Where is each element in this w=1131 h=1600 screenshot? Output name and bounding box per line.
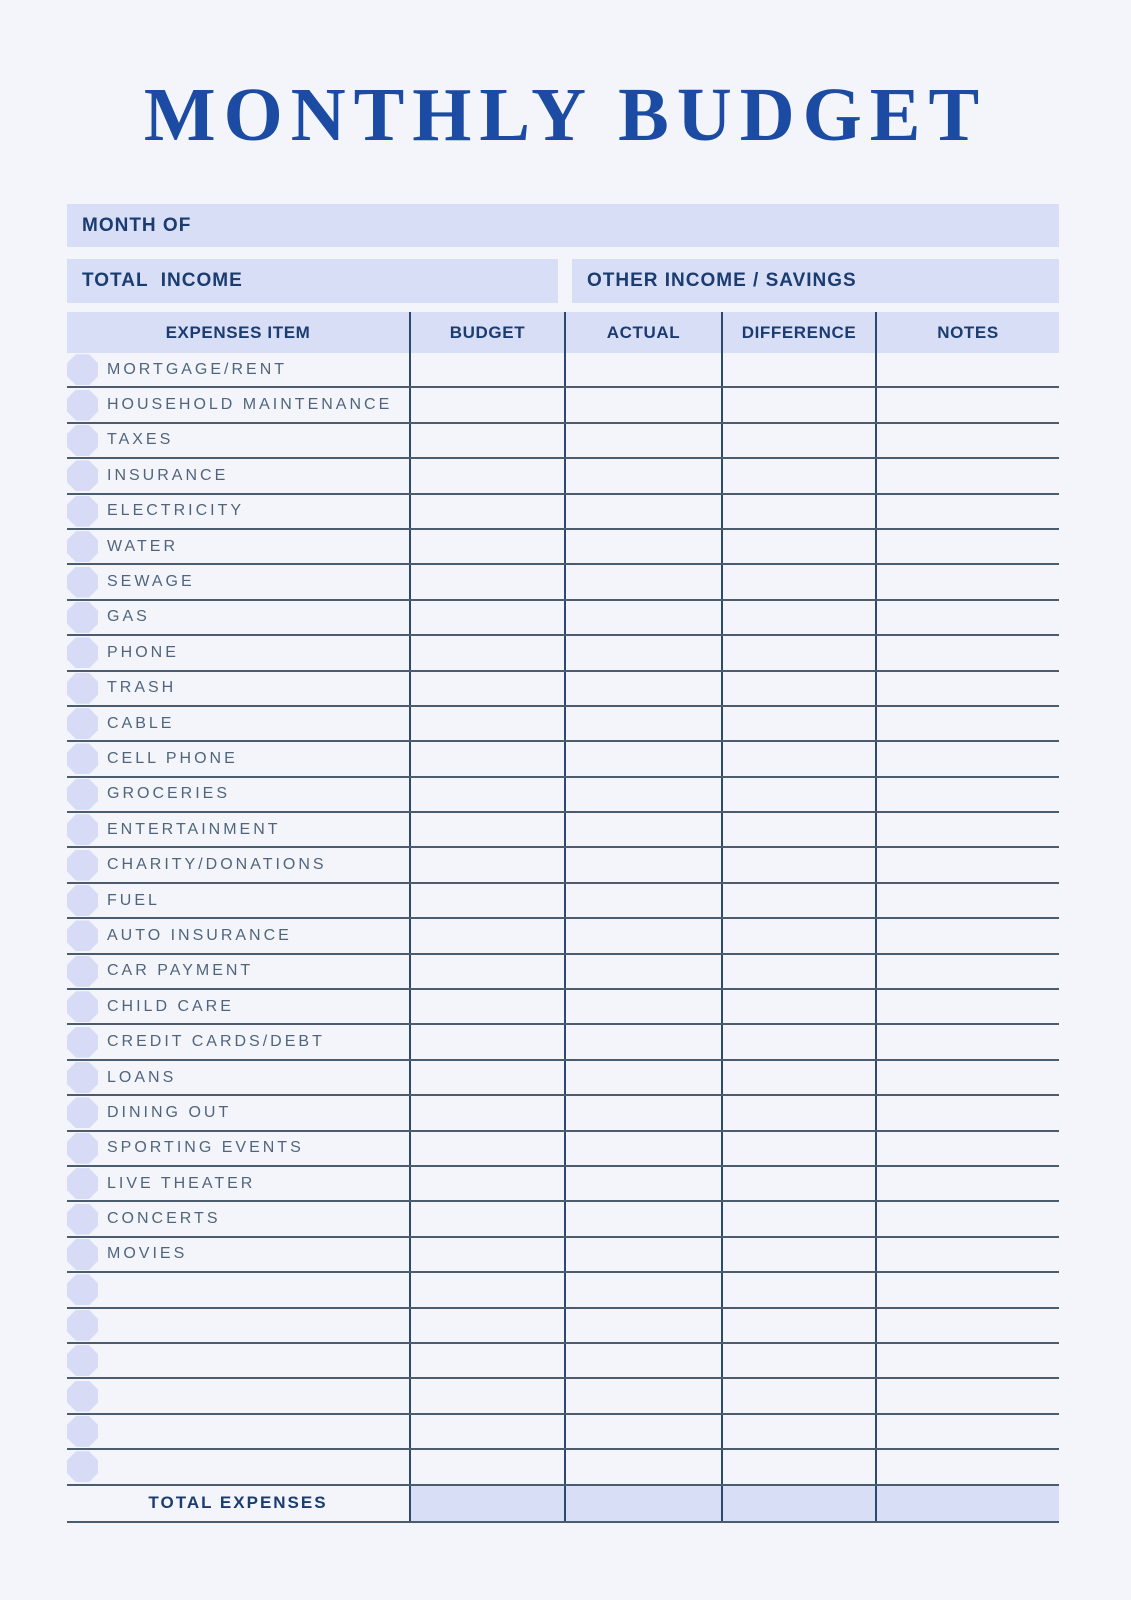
notes-cell[interactable] <box>875 1273 1059 1306</box>
budget-cell[interactable] <box>409 601 564 634</box>
notes-cell[interactable] <box>875 1167 1059 1200</box>
expense-item-label: CHILD CARE <box>107 997 234 1015</box>
table-row <box>67 1061 1059 1096</box>
difference-cell[interactable] <box>721 848 875 881</box>
expense-item-label: MORTGAGE/RENT <box>107 360 288 378</box>
expense-item-cell <box>67 353 409 386</box>
total-income-value[interactable] <box>243 259 558 303</box>
budget-cell[interactable] <box>409 1309 564 1342</box>
difference-cell[interactable] <box>721 919 875 952</box>
expense-item-cell <box>67 1167 409 1200</box>
actual-cell[interactable] <box>564 1132 721 1165</box>
actual-cell[interactable] <box>564 707 721 740</box>
expense-item-label: CABLE <box>107 714 175 732</box>
budget-cell[interactable] <box>409 1202 564 1235</box>
bullet-icon <box>67 673 98 704</box>
expense-item-label: SEWAGE <box>107 573 195 591</box>
actual-cell[interactable] <box>564 884 721 917</box>
total-notes-cell[interactable] <box>875 1486 1059 1521</box>
expense-item-cell <box>67 955 409 988</box>
notes-cell[interactable] <box>875 1344 1059 1377</box>
total-income-label: TOTAL INCOME <box>82 270 243 291</box>
table-row <box>67 601 1059 636</box>
notes-cell[interactable] <box>875 459 1059 492</box>
actual-cell[interactable] <box>564 565 721 598</box>
bullet-icon <box>67 496 98 527</box>
difference-cell[interactable] <box>721 990 875 1023</box>
notes-cell[interactable] <box>875 813 1059 846</box>
difference-cell[interactable] <box>721 1238 875 1271</box>
other-income-savings-value[interactable] <box>857 259 1059 303</box>
notes-cell[interactable] <box>875 1061 1059 1094</box>
difference-cell[interactable] <box>721 778 875 811</box>
notes-cell[interactable] <box>875 601 1059 634</box>
actual-cell[interactable] <box>564 353 721 386</box>
bullet-icon <box>67 991 98 1022</box>
budget-cell[interactable] <box>409 530 564 563</box>
total-income-bar <box>67 259 558 303</box>
bullet-icon <box>67 1027 98 1058</box>
total-expenses-row <box>67 1486 1059 1523</box>
difference-cell[interactable] <box>721 424 875 457</box>
notes-cell[interactable] <box>875 707 1059 740</box>
table-row <box>67 778 1059 813</box>
bullet-icon <box>67 1416 98 1447</box>
table-row <box>67 530 1059 565</box>
table-row <box>67 1025 1059 1060</box>
bullet-icon <box>67 637 98 668</box>
expense-item-cell <box>67 707 409 740</box>
difference-cell[interactable] <box>721 495 875 528</box>
total-expenses-label: TOTAL EXPENSES <box>148 1493 328 1512</box>
budget-cell[interactable] <box>409 495 564 528</box>
bullet-icon <box>67 1310 98 1341</box>
expense-item-label: CONCERTS <box>107 1210 221 1228</box>
actual-cell[interactable] <box>564 424 721 457</box>
budget-cell[interactable] <box>409 1344 564 1377</box>
month-of-bar <box>67 204 1059 247</box>
bullet-icon <box>67 1133 98 1164</box>
table-row <box>67 707 1059 742</box>
expense-item-label: CHARITY/DONATIONS <box>107 856 327 874</box>
notes-cell[interactable] <box>875 388 1059 421</box>
bullet-icon <box>67 1168 98 1199</box>
budget-cell[interactable] <box>409 1025 564 1058</box>
table-row <box>67 884 1059 919</box>
actual-cell[interactable] <box>564 990 721 1023</box>
total-budget-cell[interactable] <box>409 1486 564 1521</box>
expense-item-label: MOVIES <box>107 1245 188 1263</box>
difference-cell[interactable] <box>721 1450 875 1483</box>
table-row <box>67 565 1059 600</box>
table-row <box>67 1096 1059 1131</box>
expense-item-label: GROCERIES <box>107 785 231 803</box>
expense-item-label: GAS <box>107 608 150 626</box>
difference-cell[interactable] <box>721 1202 875 1235</box>
table-row <box>67 1238 1059 1273</box>
expense-item-cell <box>67 424 409 457</box>
difference-cell[interactable] <box>721 1309 875 1342</box>
difference-cell[interactable] <box>721 707 875 740</box>
actual-cell[interactable] <box>564 1344 721 1377</box>
bullet-icon <box>67 743 98 774</box>
actual-cell[interactable] <box>564 813 721 846</box>
bullet-icon <box>67 1451 98 1482</box>
actual-cell[interactable] <box>564 1450 721 1483</box>
budget-cell[interactable] <box>409 1132 564 1165</box>
expense-item-label: SPORTING EVENTS <box>107 1139 304 1157</box>
actual-cell[interactable] <box>564 601 721 634</box>
notes-cell[interactable] <box>875 848 1059 881</box>
notes-cell[interactable] <box>875 353 1059 386</box>
expense-item-label: WATER <box>107 537 178 555</box>
expense-item-cell <box>67 530 409 563</box>
actual-cell[interactable] <box>564 530 721 563</box>
bullet-icon <box>67 956 98 987</box>
table-row-empty <box>67 1379 1059 1414</box>
actual-cell[interactable] <box>564 742 721 775</box>
bullet-icon <box>67 425 98 456</box>
actual-cell[interactable] <box>564 955 721 988</box>
table-row <box>67 495 1059 530</box>
difference-cell[interactable] <box>721 459 875 492</box>
other-income-savings-bar <box>572 259 1059 303</box>
expense-item-label: ELECTRICITY <box>107 502 245 520</box>
notes-cell[interactable] <box>875 1450 1059 1483</box>
difference-cell[interactable] <box>721 636 875 669</box>
budget-cell[interactable] <box>409 1415 564 1448</box>
table-row <box>67 955 1059 990</box>
difference-cell[interactable] <box>721 884 875 917</box>
total-difference-cell[interactable] <box>721 1486 875 1521</box>
expense-item-label: AUTO INSURANCE <box>107 926 292 944</box>
page-title: MONTHLY BUDGET <box>143 73 988 157</box>
bullet-icon <box>67 567 98 598</box>
difference-cell[interactable] <box>721 1344 875 1377</box>
table-row <box>67 813 1059 848</box>
expense-item-cell <box>67 601 409 634</box>
expense-item-label: TRASH <box>107 679 177 697</box>
actual-cell[interactable] <box>564 1309 721 1342</box>
notes-cell[interactable] <box>875 778 1059 811</box>
expense-item-label: PHONE <box>107 643 179 661</box>
difference-cell[interactable] <box>721 1273 875 1306</box>
expense-item-label: TAXES <box>107 431 174 449</box>
actual-cell[interactable] <box>564 1379 721 1412</box>
expense-item-cell <box>67 495 409 528</box>
difference-cell[interactable] <box>721 672 875 705</box>
notes-cell[interactable] <box>875 1096 1059 1129</box>
table-row <box>67 459 1059 494</box>
actual-cell[interactable] <box>564 1167 721 1200</box>
budget-cell[interactable] <box>409 919 564 952</box>
bullet-icon <box>67 1381 98 1412</box>
expenses-table <box>67 312 1059 1523</box>
budget-cell[interactable] <box>409 1450 564 1483</box>
difference-cell[interactable] <box>721 530 875 563</box>
notes-cell[interactable] <box>875 672 1059 705</box>
table-body <box>67 353 1059 1486</box>
header-difference: DIFFERENCE <box>721 312 875 353</box>
notes-cell[interactable] <box>875 1238 1059 1271</box>
table-row <box>67 672 1059 707</box>
expense-item-cell <box>67 919 409 952</box>
difference-cell[interactable] <box>721 353 875 386</box>
difference-cell[interactable] <box>721 388 875 421</box>
other-income-savings-label: OTHER INCOME / SAVINGS <box>587 270 857 291</box>
difference-cell[interactable] <box>721 1061 875 1094</box>
notes-cell[interactable] <box>875 1025 1059 1058</box>
budget-cell[interactable] <box>409 459 564 492</box>
header-budget: BUDGET <box>409 312 564 353</box>
bullet-icon <box>67 1097 98 1128</box>
notes-cell[interactable] <box>875 424 1059 457</box>
actual-cell[interactable] <box>564 1202 721 1235</box>
table-row-empty <box>67 1309 1059 1344</box>
notes-cell[interactable] <box>875 565 1059 598</box>
table-row-empty <box>67 1450 1059 1485</box>
actual-cell[interactable] <box>564 1415 721 1448</box>
budget-cell[interactable] <box>409 813 564 846</box>
notes-cell[interactable] <box>875 1415 1059 1448</box>
actual-cell[interactable] <box>564 1238 721 1271</box>
difference-cell[interactable] <box>721 1379 875 1412</box>
difference-cell[interactable] <box>721 1025 875 1058</box>
actual-cell[interactable] <box>564 495 721 528</box>
total-actual-cell[interactable] <box>564 1486 721 1521</box>
budget-cell[interactable] <box>409 672 564 705</box>
budget-cell[interactable] <box>409 1238 564 1271</box>
difference-cell[interactable] <box>721 1415 875 1448</box>
expense-item-cell <box>67 1096 409 1129</box>
budget-cell[interactable] <box>409 955 564 988</box>
actual-cell[interactable] <box>564 388 721 421</box>
bullet-icon <box>67 1062 98 1093</box>
expense-item-cell <box>67 1132 409 1165</box>
expense-item-cell <box>67 813 409 846</box>
difference-cell[interactable] <box>721 955 875 988</box>
expense-item-cell <box>67 990 409 1023</box>
bullet-icon <box>67 885 98 916</box>
budget-cell[interactable] <box>409 1273 564 1306</box>
expense-item-label: CAR PAYMENT <box>107 962 254 980</box>
table-header-row <box>67 312 1059 353</box>
expense-item-cell[interactable] <box>67 1273 409 1306</box>
budget-cell[interactable] <box>409 353 564 386</box>
bullet-icon <box>67 850 98 881</box>
actual-cell[interactable] <box>564 1025 721 1058</box>
expense-item-label: FUEL <box>107 891 160 909</box>
bullet-icon <box>67 602 98 633</box>
budget-cell[interactable] <box>409 636 564 669</box>
table-row <box>67 742 1059 777</box>
table-row <box>67 1132 1059 1167</box>
expense-item-cell <box>67 388 409 421</box>
budget-cell[interactable] <box>409 884 564 917</box>
header-notes: NOTES <box>875 312 1059 353</box>
difference-cell[interactable] <box>721 742 875 775</box>
budget-cell[interactable] <box>409 990 564 1023</box>
bullet-icon <box>67 531 98 562</box>
bullet-icon <box>67 460 98 491</box>
table-row-empty <box>67 1273 1059 1308</box>
notes-cell[interactable] <box>875 955 1059 988</box>
notes-cell[interactable] <box>875 990 1059 1023</box>
actual-cell[interactable] <box>564 459 721 492</box>
notes-cell[interactable] <box>875 884 1059 917</box>
difference-cell[interactable] <box>721 565 875 598</box>
expense-item-cell <box>67 778 409 811</box>
table-row <box>67 1202 1059 1237</box>
bullet-icon <box>67 779 98 810</box>
expense-item-label: LOANS <box>107 1068 177 1086</box>
bullet-icon <box>67 708 98 739</box>
notes-cell[interactable] <box>875 636 1059 669</box>
expense-item-cell <box>67 1025 409 1058</box>
table-row <box>67 353 1059 388</box>
notes-cell[interactable] <box>875 742 1059 775</box>
notes-cell[interactable] <box>875 495 1059 528</box>
expense-item-cell <box>67 884 409 917</box>
table-row <box>67 388 1059 423</box>
actual-cell[interactable] <box>564 1096 721 1129</box>
expense-item-cell <box>67 848 409 881</box>
actual-cell[interactable] <box>564 636 721 669</box>
expense-item-cell[interactable] <box>67 1379 409 1412</box>
expense-item-cell <box>67 1238 409 1271</box>
header-actual: ACTUAL <box>564 312 721 353</box>
difference-cell[interactable] <box>721 1096 875 1129</box>
table-row-empty <box>67 1344 1059 1379</box>
expense-item-cell <box>67 565 409 598</box>
bullet-icon <box>67 354 98 385</box>
budget-cell[interactable] <box>409 1379 564 1412</box>
expense-item-cell <box>67 742 409 775</box>
table-row <box>67 919 1059 954</box>
notes-cell[interactable] <box>875 1132 1059 1165</box>
header-expenses-item: EXPENSES ITEM <box>165 322 311 342</box>
expense-item-cell <box>67 672 409 705</box>
table-row <box>67 848 1059 883</box>
expense-item-cell <box>67 459 409 492</box>
bullet-icon <box>67 1239 98 1270</box>
expense-item-cell[interactable] <box>67 1415 409 1448</box>
table-row-empty <box>67 1415 1059 1450</box>
expense-item-label: HOUSEHOLD MAINTENANCE <box>107 396 393 414</box>
month-of-value[interactable] <box>191 204 1059 247</box>
notes-cell[interactable] <box>875 1309 1059 1342</box>
budget-cell[interactable] <box>409 565 564 598</box>
expense-item-cell <box>67 1061 409 1094</box>
actual-cell[interactable] <box>564 1273 721 1306</box>
bullet-icon <box>67 390 98 421</box>
difference-cell[interactable] <box>721 1132 875 1165</box>
bullet-icon <box>67 1274 98 1305</box>
difference-cell[interactable] <box>721 813 875 846</box>
budget-cell[interactable] <box>409 388 564 421</box>
budget-cell[interactable] <box>409 1061 564 1094</box>
bullet-icon <box>67 1345 98 1376</box>
notes-cell[interactable] <box>875 919 1059 952</box>
actual-cell[interactable] <box>564 919 721 952</box>
table-row <box>67 990 1059 1025</box>
expense-item-cell <box>67 636 409 669</box>
bullet-icon <box>67 814 98 845</box>
budget-cell[interactable] <box>409 742 564 775</box>
budget-cell[interactable] <box>409 778 564 811</box>
expense-item-label: ENTERTAINMENT <box>107 820 281 838</box>
month-of-label: MONTH OF <box>82 214 192 236</box>
difference-cell[interactable] <box>721 601 875 634</box>
actual-cell[interactable] <box>564 672 721 705</box>
bullet-icon <box>67 920 98 951</box>
expense-item-cell <box>67 1202 409 1235</box>
expense-item-label: INSURANCE <box>107 466 229 484</box>
table-row <box>67 636 1059 671</box>
budget-cell[interactable] <box>409 707 564 740</box>
expense-item-cell[interactable] <box>67 1309 409 1342</box>
expense-item-label: CELL PHONE <box>107 749 238 767</box>
expense-item-label: LIVE THEATER <box>107 1174 256 1192</box>
expense-item-label: CREDIT CARDS/DEBT <box>107 1033 325 1051</box>
budget-cell[interactable] <box>409 424 564 457</box>
bullet-icon <box>67 1204 98 1235</box>
table-row <box>67 424 1059 459</box>
expense-item-cell[interactable] <box>67 1344 409 1377</box>
budget-cell[interactable] <box>409 1096 564 1129</box>
difference-cell[interactable] <box>721 1167 875 1200</box>
expense-item-cell[interactable] <box>67 1450 409 1483</box>
actual-cell[interactable] <box>564 778 721 811</box>
actual-cell[interactable] <box>564 848 721 881</box>
notes-cell[interactable] <box>875 1202 1059 1235</box>
table-row <box>67 1167 1059 1202</box>
actual-cell[interactable] <box>564 1061 721 1094</box>
budget-cell[interactable] <box>409 1167 564 1200</box>
notes-cell[interactable] <box>875 530 1059 563</box>
budget-cell[interactable] <box>409 848 564 881</box>
notes-cell[interactable] <box>875 1379 1059 1412</box>
expense-item-label: DINING OUT <box>107 1103 232 1121</box>
